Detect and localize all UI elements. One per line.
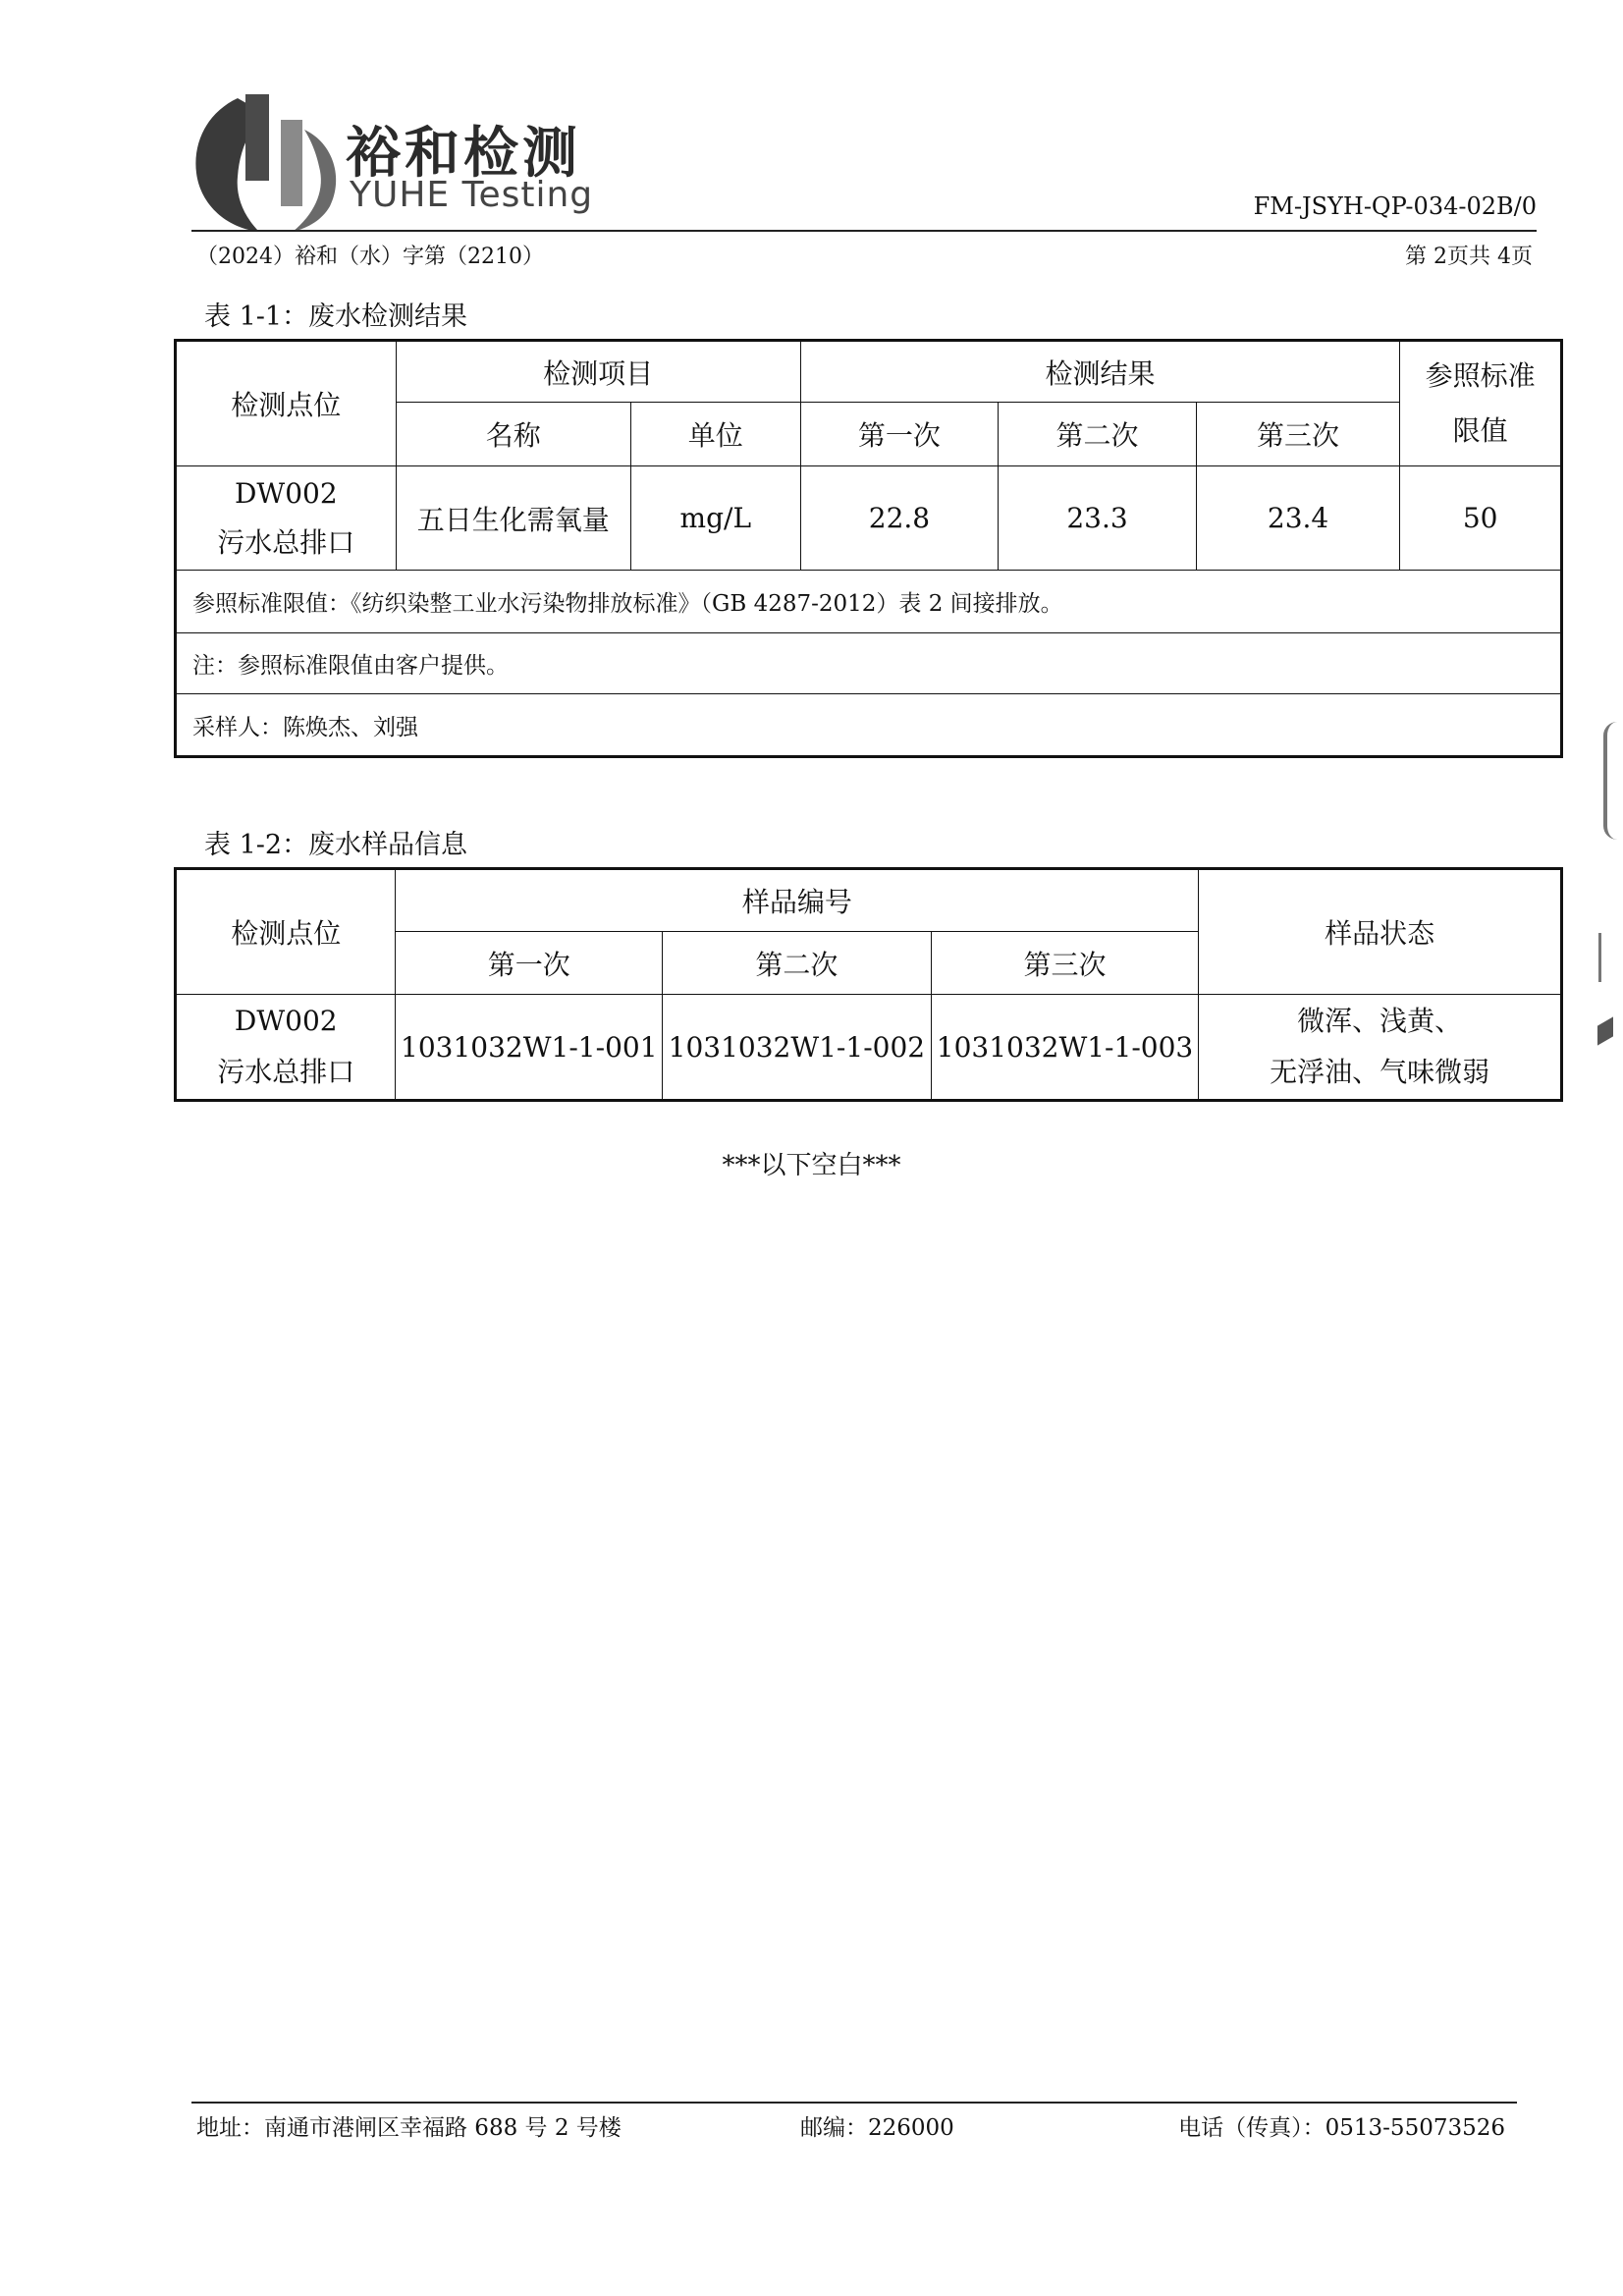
row-point — [176, 466, 397, 571]
table2-samples — [174, 867, 1563, 1102]
row-point — [176, 995, 396, 1101]
note-standard: 参照标准限值：《纺织染整工业水污染物排放标准》（GB 4287-2012）表 2 间接排放。 — [176, 571, 1562, 633]
header-unit: 单位 — [630, 403, 800, 466]
brand-name-cn: 裕和检测 — [346, 122, 581, 186]
header-first: 第一次 — [800, 403, 999, 466]
note-sampler: 采样人：陈焕杰、刘强 — [176, 694, 1562, 757]
row-status-line1: 微浑、浅黄、 — [1297, 1005, 1463, 1037]
row-sample-second: 1031032W1-1-002 — [663, 995, 932, 1101]
table2-caption: 表 1-2：废水样品信息 — [204, 830, 468, 860]
blank-below-mark: ***以下空白*** — [722, 1151, 901, 1180]
row-status — [1199, 995, 1562, 1101]
edge-seal-fragment — [1597, 1016, 1613, 1045]
note-client: 注：参照标准限值由客户提供。 — [176, 633, 1562, 694]
footer-address: 地址：南通市港闸区幸福路 688 号 2 号楼 — [196, 2115, 622, 2141]
header-third: 第三次 — [1196, 403, 1400, 466]
page-indicator: 第 2页共 4页 — [1405, 245, 1533, 269]
header-limit-line2: 限值 — [1452, 414, 1508, 447]
document-number: （2024）裕和（水）字第（2210） — [196, 245, 544, 269]
form-code: FM-JSYH-QP-034-02B/0 — [1253, 192, 1537, 220]
row-point-name: 污水总排口 — [217, 1056, 355, 1088]
header-second: 第二次 — [663, 932, 932, 995]
row-sample-first: 1031032W1-1-001 — [396, 995, 663, 1101]
header-third: 第三次 — [931, 932, 1199, 995]
row-point-code: DW002 — [234, 1005, 338, 1037]
header-limit-line1: 参照标准 — [1425, 359, 1536, 392]
header-point: 检测点位 — [176, 341, 397, 466]
row-unit: mg/L — [630, 466, 800, 571]
table1-results — [174, 339, 1563, 758]
row-point-code: DW002 — [234, 476, 338, 510]
header-divider — [191, 230, 1537, 232]
header-limit — [1400, 341, 1562, 466]
header-result: 检测结果 — [800, 341, 1400, 403]
row-first: 22.8 — [800, 466, 999, 571]
header-item: 检测项目 — [396, 341, 800, 403]
header-first: 第一次 — [396, 932, 663, 995]
edge-seal-fragment — [1603, 722, 1617, 840]
brand-name-en: YUHE Testing — [350, 175, 594, 215]
header-status: 样品状态 — [1199, 869, 1562, 995]
row-second: 23.3 — [999, 466, 1197, 571]
header-name: 名称 — [396, 403, 630, 466]
row-status-line2: 无浮油、气味微弱 — [1270, 1056, 1490, 1088]
row-sample-third: 1031032W1-1-003 — [931, 995, 1199, 1101]
row-third: 23.4 — [1196, 466, 1400, 571]
edge-seal-fragment — [1598, 933, 1611, 982]
row-limit: 50 — [1400, 466, 1562, 571]
row-point-name: 污水总排口 — [217, 525, 355, 559]
footer-postcode: 邮编：226000 — [800, 2115, 954, 2141]
header-point: 检测点位 — [176, 869, 396, 995]
header-sample-no: 样品编号 — [396, 869, 1199, 932]
row-name: 五日生化需氧量 — [396, 466, 630, 571]
header-second: 第二次 — [999, 403, 1197, 466]
table1-caption: 表 1-1：废水检测结果 — [204, 301, 468, 332]
footer-divider — [191, 2102, 1517, 2104]
footer-phone: 电话（传真）：0513-55073526 — [1178, 2115, 1505, 2141]
